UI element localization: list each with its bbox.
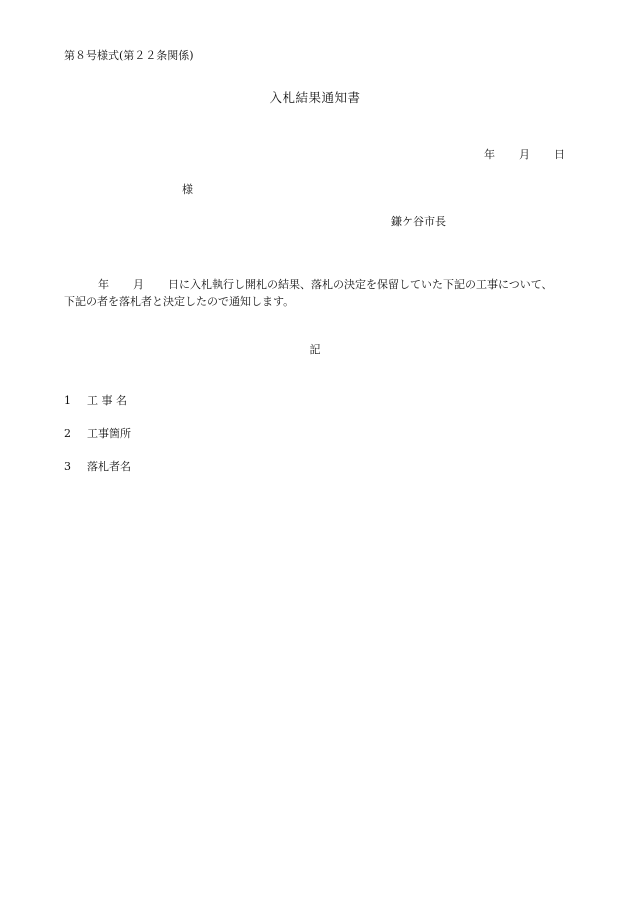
item-number: 1 xyxy=(64,394,71,407)
issuer-name: 鎌ケ谷市長 xyxy=(391,215,446,228)
list-item xyxy=(64,394,127,408)
body-month: 月 xyxy=(133,278,144,291)
body-line1: 日に入札執行し開札の結果、落札の決定を保留していた下記の工事について、 xyxy=(168,278,553,291)
item-label: 落札者名 xyxy=(87,460,131,473)
body-line2: 下記の者を落札者と決定したので通知します。 xyxy=(64,295,295,308)
date-day: 日 xyxy=(554,148,565,161)
list-item xyxy=(64,427,131,441)
list-item xyxy=(64,460,131,474)
item-label: 工 事 名 xyxy=(87,394,127,407)
item-number: 3 xyxy=(64,460,71,473)
date-month: 月 xyxy=(519,148,530,161)
item-number: 2 xyxy=(64,427,71,440)
item-label: 工事箇所 xyxy=(87,427,131,440)
date-line xyxy=(484,148,565,162)
document-title: 入札結果通知書 xyxy=(269,90,361,105)
recipient-suffix: 様 xyxy=(182,183,193,196)
notice-body xyxy=(64,276,574,310)
form-number-label: 第８号様式(第２２条関係) xyxy=(64,49,194,62)
date-year: 年 xyxy=(484,148,495,161)
ki-heading: 記 xyxy=(309,343,321,356)
body-year: 年 xyxy=(98,278,109,291)
